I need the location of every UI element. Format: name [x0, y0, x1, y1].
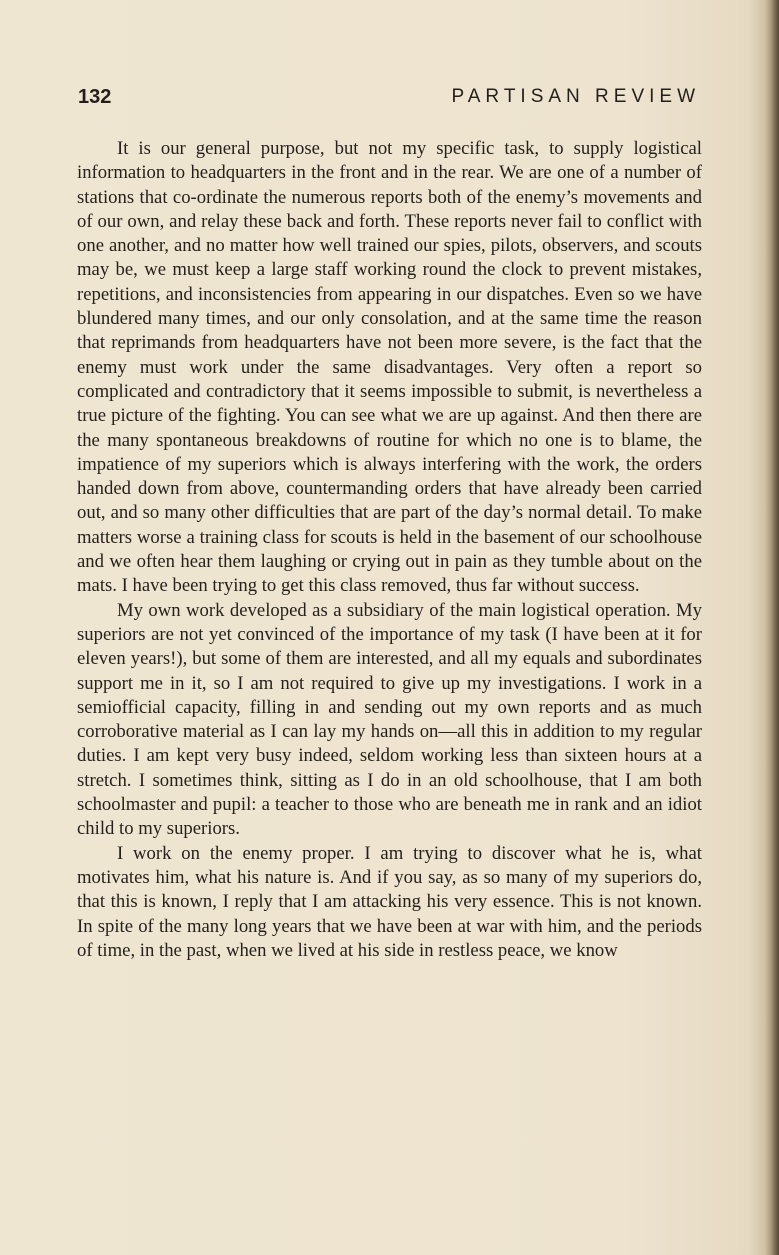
page-spine-shadow — [765, 0, 779, 1255]
paragraph-3: I work on the enemy proper. I am trying to discover what he is, what motivates him, what his nature is. And if you say, as so many of my superiors do, that this is known, I reply that I am attacking his very essence. This is not known. In spite of the many long years that we have been at war with him, and the periods of time, in the past, when we lived at his side in restless peace, we know — [77, 842, 702, 961]
body-text — [77, 137, 702, 963]
page-header — [78, 82, 700, 112]
paragraph-2: My own work developed as a subsidiary of the main logistical operation. My superiors are not yet convinced of the importance of my task (I have been at it for eleven years!), but some of them are interested, and all my equals and subordinates support me in it, so I am not required to give up my investigations. I work in a semiofficial capacity, filling in and sending out my own reports and as much corroborative material as I can lay my hands on—all this in addition to my regular duties. I am kept very busy indeed, seldom working less than sixteen hours at a stretch. I sometimes think, sitting as I do in an old schoolhouse, that I am both schoolmaster and pupil: a teacher to those who are beneath me in rank and an idiot child to my superiors. — [77, 599, 702, 840]
paragraph-1: It is our general purpose, but not my specific task, to supply logistical information to headquarters in the front and in the rear. We are one of a number of stations that co-ordinate the numerous reports both of the enemy’s movements and of our own, and relay these back and forth. These reports never fail to conflict with one another, and no matter how well trained our spies, pilots, observers, and scouts may be, we must keep a large staff working round the clock to prevent mistakes, repetitions, and inconsistencies from appearing in our dispatches. Even so we have blundered many times, and our only consolation, and at the same time the reason that reprimands from headquarters have not been more severe, is the fact that the enemy must work under the same disadvantages. Very often a report so complicated and contradictory that it seems impossible to submit, is nevertheless a true picture of the fighting. You can see what we are up against. And then there are the many spontaneous breakdowns of routine for which no one is to blame, the impatience of my superiors which is always interfering with the work, the orders handed down from above, countermanding orders that have already been carried out, and so many other difficulties that are part of the day’s normal detail. To make matters worse a training class for scouts is held in the basement of our schoolhouse and we often hear them laughing or crying out in pain as they tumble about on the mats. I have been trying to get this class removed, thus far without success. — [77, 138, 702, 597]
running-head: PARTISAN REVIEW — [451, 86, 700, 107]
page-number: 132 — [78, 86, 112, 108]
